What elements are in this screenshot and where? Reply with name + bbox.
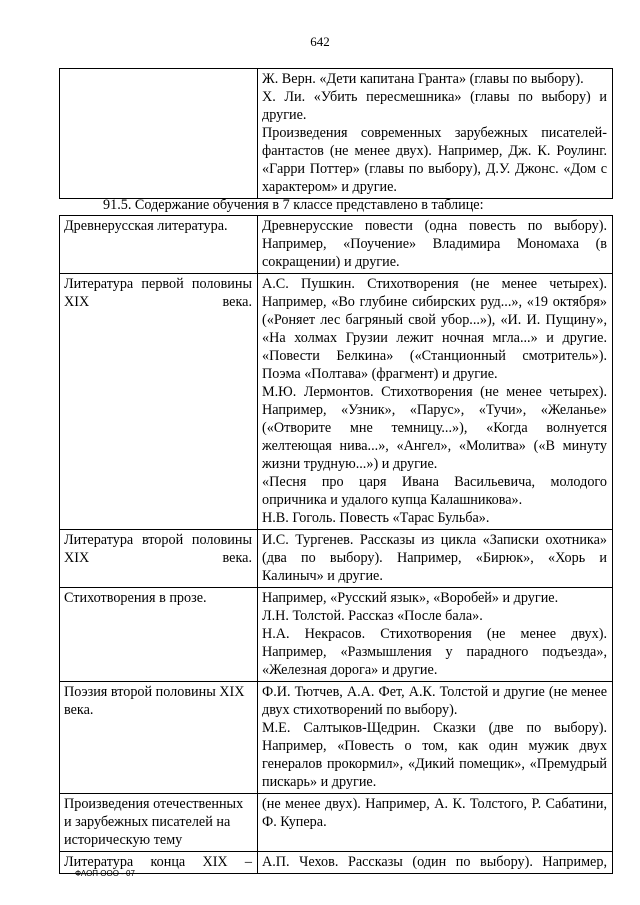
section-title: Древнерусская литература. bbox=[60, 216, 258, 274]
table-row bbox=[60, 682, 613, 794]
section-title: Стихотворения в прозе. bbox=[60, 588, 258, 682]
section-title: Произведения отечественных и зарубежных писателей на историческую тему bbox=[60, 794, 258, 852]
section-content bbox=[258, 682, 613, 794]
table-row bbox=[60, 588, 613, 682]
top-table bbox=[59, 68, 613, 199]
section-title: Поэзия второй половины XIX века. bbox=[60, 682, 258, 794]
cell-paragraph: М.Ю. Лермонтов. Стихотворения (не менее четырех). Например, «Узник», «Парус», «Тучи», «Желанье» («Отворите мне темницу...»), «Когда волнуется желтеющая нива...», «Ангел», «Молитва» («В минуту жизни трудную...») и другие. bbox=[262, 384, 607, 472]
table-row bbox=[60, 794, 613, 852]
section-content bbox=[258, 852, 613, 874]
document-footer: ФАОП ООО - 07 bbox=[75, 869, 135, 878]
section-title-text: Литература конца XIX – bbox=[64, 854, 252, 870]
section-title bbox=[60, 530, 258, 588]
top-table-left-cell bbox=[60, 69, 258, 199]
cell-paragraph: А.П. Чехов. Рассказы (один по выбору). Например, bbox=[262, 854, 607, 870]
table-caption: 91.5. Содержание обучения в 7 классе представлено в таблице: bbox=[103, 197, 484, 213]
table-row bbox=[60, 274, 613, 530]
cell-paragraph: Например, «Русский язык», «Воробей» и другие. bbox=[262, 590, 559, 606]
top-table-right-cell bbox=[258, 69, 613, 199]
cell-paragraph: А.С. Пушкин. Стихотворения (не менее четырех). Например, «Во глубине сибирских руд...», «19 октября» («Роняет лес багряный свой убор...»), «И. И. Пущину», «На холмах Грузии лежит ночная мгла...» и другие. «Повести Белкина» («Станционный смотритель»). Поэма «Полтава» (фрагмент) и другие. bbox=[262, 276, 607, 382]
cell-paragraph: Произведения современных зарубежных писателей-фантастов (не менее двух). Например, Дж. К. Роулинг. «Гарри Поттер» (главы по выбору), Д.У. Джонс. «Дом с характером» и другие. bbox=[262, 125, 607, 195]
cell-paragraph: Древнерусские повести (одна повесть по выбору). Например, «Поучение» Владимира Мономаха (в сокращении) и другие. bbox=[262, 218, 607, 270]
curriculum-table bbox=[59, 215, 613, 874]
cell-paragraph: (не менее двух). Например, А. К. Толстого, Р. Сабатини, Ф. Купера. bbox=[262, 796, 607, 830]
section-content bbox=[258, 794, 613, 852]
section-content bbox=[258, 530, 613, 588]
cell-paragraph: М.Е. Салтыков-Щедрин. Сказки (две по выбору). Например, «Повесть о том, как один мужик двух генералов прокормил», «Дикий помещик», «Премудрый пискарь» и другие. bbox=[262, 720, 607, 790]
cell-paragraph: Ф.И. Тютчев, А.А. Фет, А.К. Толстой и другие (не менее двух стихотворений по выбору). bbox=[262, 684, 607, 718]
page-number: 642 bbox=[310, 34, 330, 49]
cell-paragraph: И.С. Тургенев. Рассказы из цикла «Записки охотника» (два по выбору). Например, «Бирюк», «Хорь и Калиныч» и другие. bbox=[262, 532, 607, 584]
cell-paragraph: Н.В. Гоголь. Повесть «Тарас Бульба». bbox=[262, 510, 490, 526]
section-title-text: Литература первой половины XIX века. bbox=[64, 276, 252, 310]
cell-paragraph: Л.Н. Толстой. Рассказ «После бала». bbox=[262, 608, 483, 624]
cell-paragraph: Н.А. Некрасов. Стихотворения (не менее двух). Например, «Размышления у парадного подъезда», «Железная дорога» и другие. bbox=[262, 626, 607, 678]
section-title bbox=[60, 274, 258, 530]
section-title-text: Литература второй половины XIX века. bbox=[64, 532, 252, 566]
table-row bbox=[60, 69, 613, 199]
table-row bbox=[60, 216, 613, 274]
table-row bbox=[60, 530, 613, 588]
cell-paragraph: Ж. Верн. «Дети капитана Гранта» (главы по выбору). bbox=[262, 71, 584, 87]
section-content bbox=[258, 274, 613, 530]
table-row bbox=[60, 852, 613, 874]
section-content bbox=[258, 588, 613, 682]
cell-paragraph: «Песня про царя Ивана Васильевича, молодого опричника и удалого купца Калашникова». bbox=[262, 474, 607, 508]
section-content bbox=[258, 216, 613, 274]
cell-paragraph: Х. Ли. «Убить пересмешника» (главы по выбору) и другие. bbox=[262, 89, 607, 123]
